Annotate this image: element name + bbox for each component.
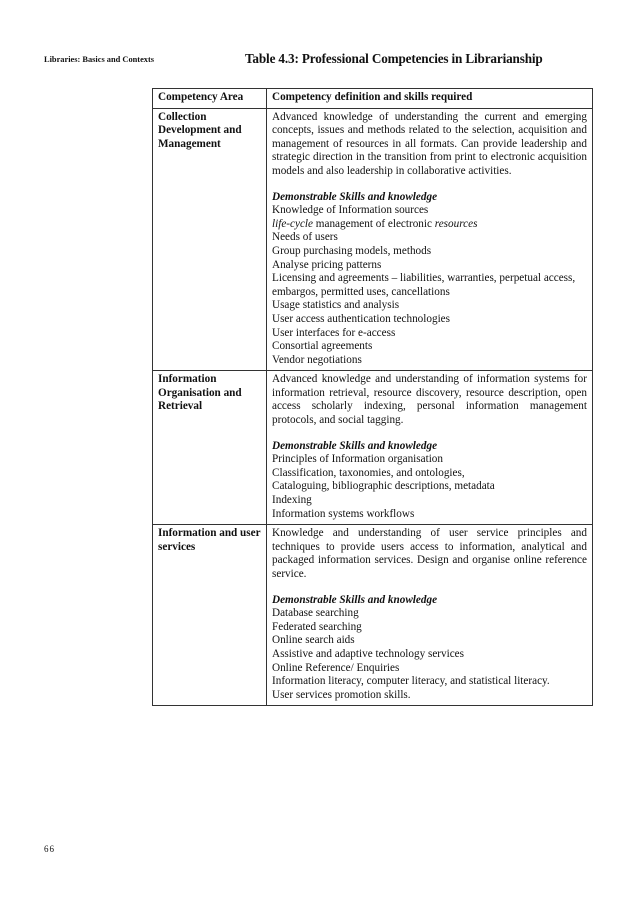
skills-list [272,607,587,702]
competency-details [267,108,593,371]
competency-definition: Advanced knowledge and understanding of information systems for information retrieval, resource discovery, resource description, open access scholarly indexing, personal information management protocols, and social tagging. [272,373,587,427]
list-item: Usage statistics and analysis [272,299,400,312]
list-item: Federated searching [272,620,362,633]
header-competency-area: Competency Area [153,89,267,109]
table-header-row [153,89,593,109]
list-item: Online Reference/ Enquiries [272,661,400,674]
list-item: Database searching [272,607,359,620]
competency-area: Information and user services [153,525,267,706]
skills-heading: Demonstrable Skills and knowledge [272,439,438,452]
competency-definition: Knowledge and understanding of user service principles and techniques to provide users access to information, analytical and packaged information services. Design and organise online reference service. [272,527,587,580]
skills-list [272,453,587,521]
list-item: User interfaces for e-access [272,326,396,339]
table-row [153,108,593,371]
list-item: Cataloguing, bibliographic descriptions, metadata [272,480,495,493]
list-item: Information literacy, computer literacy, and statistical literacy. [272,675,550,688]
list-item: Vendor negotiations [272,353,362,366]
list-item: Classification, taxonomies, and ontologies, [272,466,465,479]
list-item: Group purchasing models, methods [272,244,432,257]
skills-heading: Demonstrable Skills and knowledge [272,593,438,606]
table-row [153,525,593,706]
list-item: Principles of Information organisation [272,453,443,466]
skills-heading: Demonstrable Skills and knowledge [272,190,438,203]
competency-table [152,88,593,706]
list-item: Consortial agreements [272,340,373,353]
list-item: User access authentication technologies [272,312,451,325]
competency-area: Information Organisation and Retrieval [153,371,267,525]
list-item: Analyse pricing patterns [272,258,382,271]
list-item: Online search aids [272,634,355,647]
list-item: life-cycle management of electronic resources [272,217,478,230]
page-number: 66 [44,844,55,854]
list-item: Knowledge of Information sources [272,204,429,217]
list-item: User services promotion skills. [272,688,411,701]
list-item: Indexing [272,494,312,507]
competency-definition: Advanced knowledge of understanding the current and emerging concepts, issues and methods related to the selection, acquisition and management of resources in all formats. Can provide leadership and strategic direction in the transition from print to electronic acquisition models and also leadership in collaborative activities. [272,110,587,177]
competency-details [267,371,593,525]
list-item: Information systems workflows [272,507,415,520]
table-title: Table 4.3: Professional Competencies in Librarianship [245,51,543,66]
list-item: Needs of users [272,231,338,244]
competency-area: Collection Development and Management [153,108,267,371]
table-row [153,371,593,525]
list-item: Licensing and agreements – liabilities, warranties, perpetual access, embargos, permitted uses, cancellations [272,272,576,298]
header-definition: Competency definition and skills required [267,89,593,109]
skills-list [272,204,587,367]
list-item: Assistive and adaptive technology services [272,647,465,660]
running-head: Libraries: Basics and Contexts [44,55,155,64]
competency-details [267,525,593,706]
